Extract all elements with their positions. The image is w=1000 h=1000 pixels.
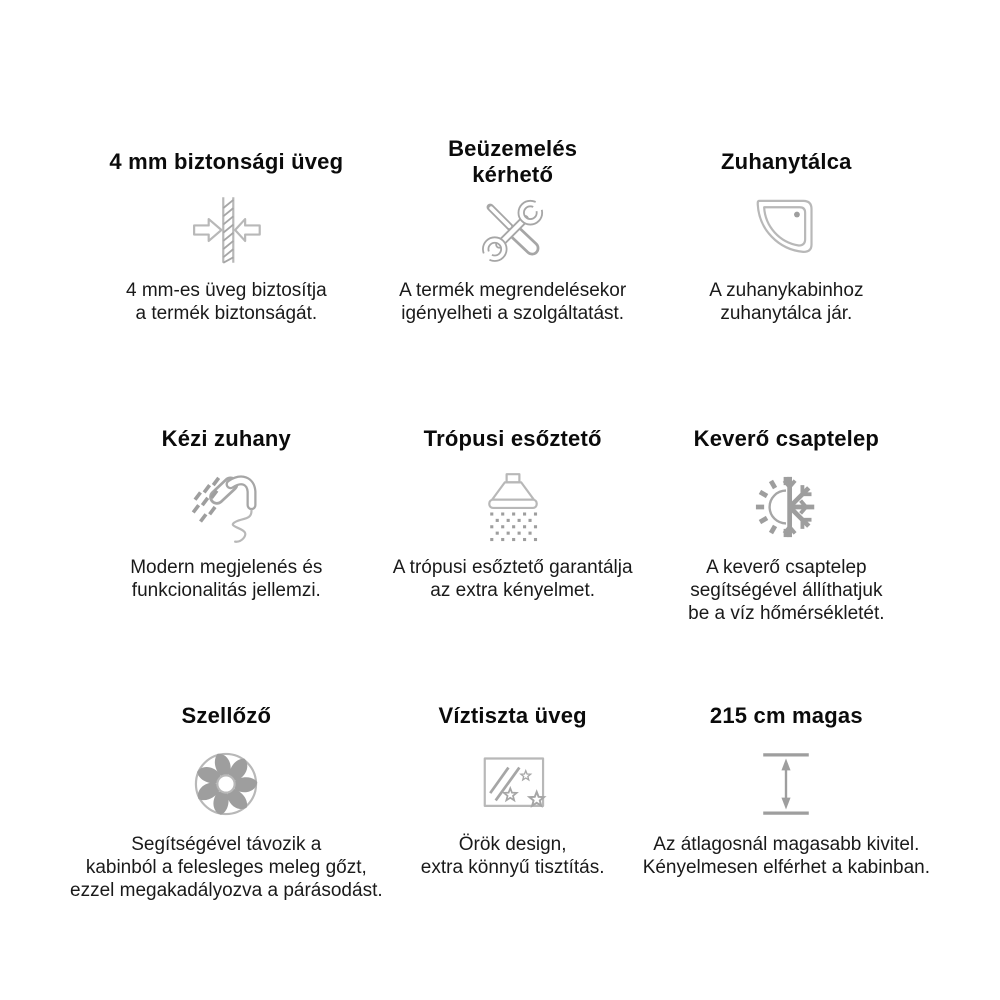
feature-description-line: igényelheti a szolgáltatást.: [401, 303, 625, 324]
feature-description: [130, 556, 322, 602]
feature-grid: [70, 136, 930, 907]
feature-description-line: zuhanytálca jár.: [720, 303, 853, 324]
feature-description: [421, 833, 605, 879]
feature-description-line: kabinból a felesleges meleg gőzt,: [85, 857, 367, 878]
feature-title-line: 215 cm magas: [709, 703, 863, 728]
feature-card: [383, 136, 643, 353]
feature-icon-wrap: [472, 465, 554, 549]
feature-card: [70, 690, 383, 907]
feature-title-line: Beüzemelés: [448, 136, 578, 161]
feature-icon-wrap: [185, 465, 267, 549]
feature-icon-wrap: [745, 188, 827, 272]
feature-title-line: Szellőző: [181, 703, 272, 728]
feature-title-line: Kézi zuhany: [161, 426, 291, 451]
feature-card: [383, 690, 643, 907]
feature-icon-wrap: [745, 465, 827, 549]
feature-title: [721, 136, 852, 188]
feature-description: [70, 833, 383, 902]
feature-description: [688, 556, 884, 625]
feature-card: [70, 413, 383, 630]
feature-description: [399, 279, 626, 325]
feature-description-line: Modern megjelenés és: [130, 557, 323, 578]
feature-icon-wrap: [745, 742, 827, 826]
feature-description-line: extra könnyű tisztítás.: [420, 857, 605, 878]
feature-title-line: Zuhanytálca: [721, 149, 852, 174]
feature-title: [448, 136, 577, 188]
shower-tray-icon: [745, 193, 827, 267]
feature-card: [70, 136, 383, 353]
feature-description-line: funkcionalitás jellemzi.: [131, 580, 321, 601]
feature-description-line: 4 mm-es üveg biztosítja: [126, 280, 327, 301]
feature-description-line: Segítségével távozik a: [131, 834, 322, 855]
feature-title: [182, 690, 272, 742]
feature-description-line: A termék megrendelésekor: [399, 280, 627, 301]
feature-description: [643, 833, 930, 879]
feature-description-line: ezzel megakadályozva a párásodást.: [70, 880, 383, 901]
feature-icon-wrap: [472, 742, 554, 826]
feature-icon-wrap: [185, 188, 267, 272]
feature-description-line: segítségével állíthatjuk: [690, 580, 883, 601]
feature-title: [162, 413, 291, 465]
feature-title: [424, 413, 602, 465]
feature-title-line: Keverő csaptelep: [693, 426, 880, 451]
feature-description: [393, 556, 633, 602]
feature-description-line: az extra kényelmet.: [430, 580, 596, 601]
feature-icon-wrap: [472, 188, 554, 272]
tools-icon: [472, 193, 554, 267]
glass-thickness-icon: [185, 193, 267, 267]
feature-title-line: 4 mm biztonsági üveg: [109, 149, 344, 174]
feature-description: [126, 279, 327, 325]
feature-title: [710, 690, 863, 742]
feature-description-line: A trópusi esőztető garantálja: [392, 557, 633, 578]
feature-description-line: be a víz hőmérsékletét.: [688, 603, 885, 624]
feature-title-line: Trópusi esőztető: [423, 426, 602, 451]
feature-title-line: kérhető: [472, 162, 554, 187]
feature-description-line: A zuhanykabinhoz: [709, 280, 864, 301]
feature-card: [643, 136, 930, 353]
hand-shower-icon: [185, 470, 267, 544]
feature-title: [109, 136, 343, 188]
feature-card: [383, 413, 643, 630]
feature-title-line: Víztiszta üveg: [438, 703, 587, 728]
feature-description-line: a termék biztonságát.: [135, 303, 318, 324]
rain-shower-icon: [472, 470, 554, 544]
feature-card: [643, 413, 930, 630]
feature-title: [694, 413, 879, 465]
feature-description-line: Örök design,: [458, 834, 567, 855]
feature-description-line: Kényelmesen elférhet a kabinban.: [642, 857, 930, 878]
clear-glass-icon: [472, 747, 554, 821]
feature-description: [709, 279, 863, 325]
hot-cold-mixer-icon: [745, 470, 827, 544]
feature-description-line: A keverő csaptelep: [706, 557, 867, 578]
feature-icon-wrap: [185, 742, 267, 826]
fan-icon: [185, 747, 267, 821]
feature-title: [439, 690, 587, 742]
feature-description-line: Az átlagosnál magasabb kivitel.: [653, 834, 920, 855]
feature-card: [643, 690, 930, 907]
height-arrow-icon: [745, 747, 827, 821]
